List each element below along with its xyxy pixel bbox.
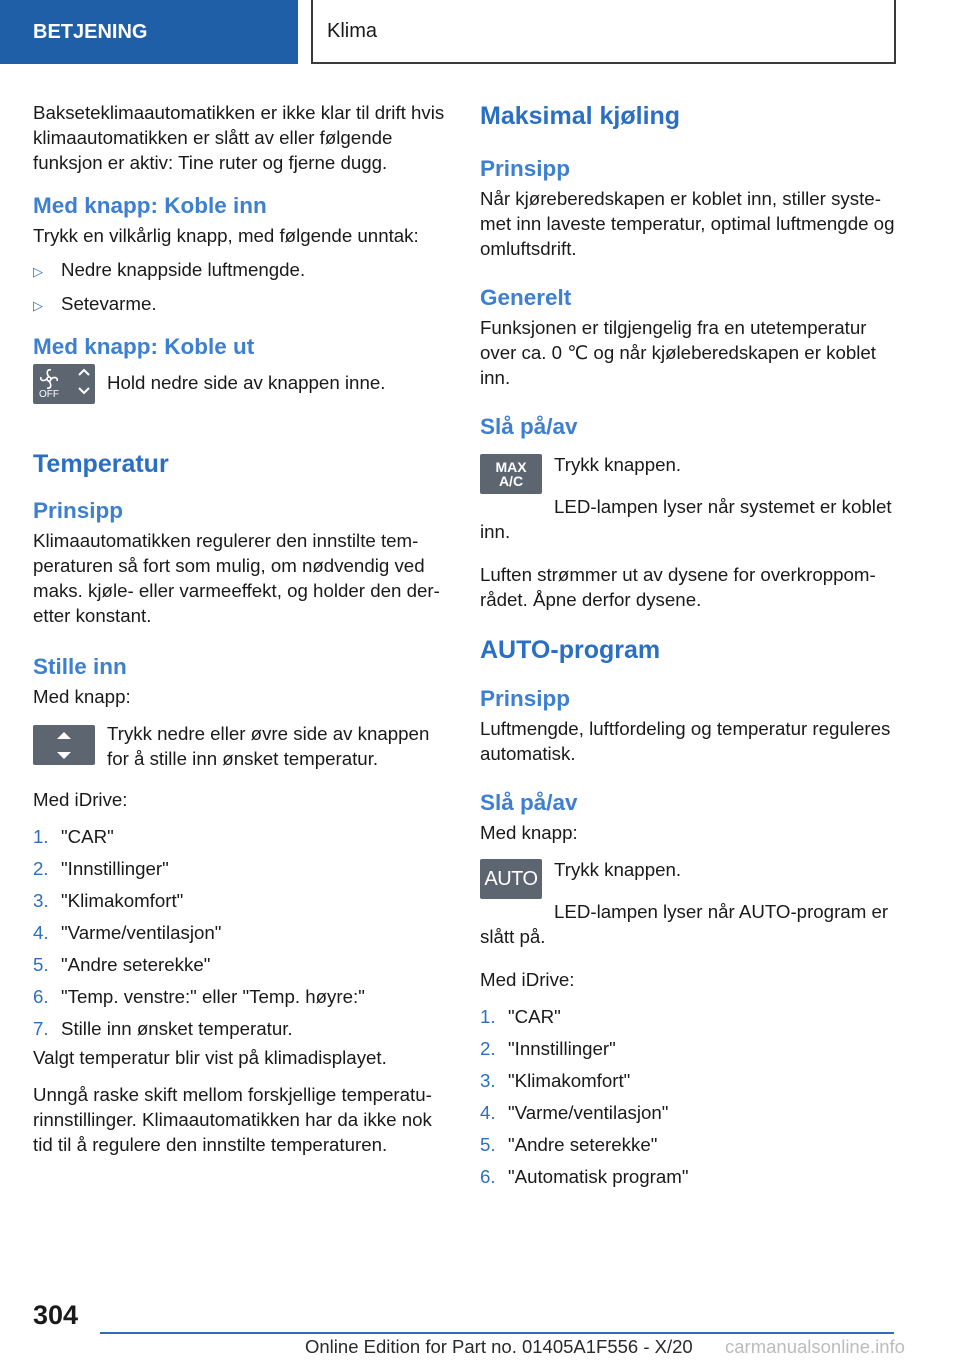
list-item: 3. "Klimakomfort": [480, 1070, 631, 1091]
set-button-text: Trykk nedre eller øvre side av knappen for å stille inn ønsket temperatur.: [107, 723, 430, 769]
step-text: "Klimakomfort": [61, 890, 184, 911]
svg-text:OFF: OFF: [39, 389, 59, 400]
list-item-text: Setevarme.: [61, 293, 157, 314]
max-led-text: LED-lampen lyser når systemet er koblet inn.: [480, 496, 892, 542]
note-avoid: Unngå raske skift mellom forskjellige temperaturinnstillinger. Klimaautomatikken har da ikke nok tid til å regulere den innstilte temperaturen.: [33, 1084, 432, 1155]
off-heading: Med knapp: Koble ut: [33, 334, 255, 359]
max-air-text: Luften strømmer ut av dysene for overkroppområdet. Åpne derfor dysene.: [480, 564, 876, 610]
page-number: 304: [33, 1300, 79, 1330]
list-item: 2. "Innstillinger": [33, 858, 169, 879]
up-down-arrows-icon: [33, 725, 95, 765]
exceptions-list: [33, 257, 448, 318]
section-header: [311, 0, 896, 64]
list-item: 4. "Varme/ventilasjon": [480, 1102, 669, 1123]
list-item: 6. "Automatisk program": [480, 1166, 689, 1187]
step-text: "Innstillinger": [508, 1038, 616, 1059]
edition-text: Online Edition for Part no. 01405A1F556 - X/20: [305, 1336, 693, 1357]
temp-principle-heading: Prinsipp: [33, 498, 124, 523]
section-title: Klima: [327, 19, 378, 42]
step-text: "CAR": [508, 1006, 561, 1027]
step-text: Stille inn ønsket temperatur.: [61, 1018, 293, 1039]
max-ac-instruction: [480, 452, 895, 494]
max-principle-text: Når kjøreberedskapen er koblet inn, stiller systemet inn laveste temperatur, optimal luftmengde og omluftsdrift.: [480, 188, 895, 259]
left-column: [33, 100, 448, 1157]
triangle-bullet-icon: ▷: [33, 298, 43, 313]
set-instruction: [33, 721, 448, 771]
footer-divider: [100, 1332, 894, 1334]
list-item: 7. Stille inn ønsket temperatur.: [33, 1018, 293, 1039]
auto-icon: AUTO: [480, 859, 542, 899]
list-item: 1. "CAR": [480, 1006, 561, 1027]
fan-off-icon: [33, 364, 95, 404]
step-text: "Temp. venstre:" eller "Temp. høyre:": [61, 986, 365, 1007]
list-item: 5. "Andre seterekke": [33, 954, 211, 975]
auto-press-text: Trykk knappen.: [554, 859, 682, 880]
list-item: 2. "Innstillinger": [480, 1038, 616, 1059]
temp-principle-text: Klimaautomatikken regulerer den innstilte temperaturen så fort som mulig, om nødvendig ved maks. kjøle- eller varmeeffekt, og holder den deretter konstant.: [33, 530, 440, 626]
set-heading: Stille inn: [33, 654, 127, 679]
list-item: 1. "CAR": [33, 826, 114, 847]
list-item-text: Nedre knappside luftmengde.: [61, 259, 306, 280]
step-text: "Varme/ventilasjon": [508, 1102, 669, 1123]
list-item: 4. "Varme/ventilasjon": [33, 922, 222, 943]
max-press-text: Trykk knappen.: [554, 454, 682, 475]
intro-paragraph: Bakseteklimaautomatikken er ikke klar til drift hvis klimaautomatikken er slått av eller følgende funksjon er aktiv: Tine ruter og fjerne dugg.: [33, 102, 445, 173]
auto-idrive-label: Med iDrive:: [480, 969, 575, 990]
triangle-bullet-icon: ▷: [33, 264, 43, 279]
right-column: [480, 100, 895, 1196]
on-text: Trykk en vilkårlig knapp, med følgende unntak:: [33, 225, 419, 246]
list-item: 6. "Temp. venstre:" eller "Temp. høyre:": [33, 986, 365, 1007]
step-text: "Varme/ventilasjon": [61, 922, 222, 943]
auto-program-heading: AUTO-program: [480, 636, 661, 664]
watermark: carmanualsonline.info: [725, 1336, 905, 1357]
note-display: Valgt temperatur blir vist på klimadisplayet.: [33, 1047, 387, 1068]
temp-steps-list: [33, 824, 448, 1041]
list-item: [33, 291, 448, 318]
general-text: Funksjonen er tilgjengelig fra en utetemperatur over ca. 0 ℃ og når kjøleberedskapen er koblet inn.: [480, 317, 876, 388]
auto-principle-heading: Prinsipp: [480, 686, 571, 711]
list-item: 3. "Klimakomfort": [33, 890, 184, 911]
step-text: "Andre seterekke": [508, 1134, 658, 1155]
auto-principle-text: Luftmengde, luftfordeling og temperatur reguleres automatisk.: [480, 718, 891, 764]
step-text: "Andre seterekke": [61, 954, 211, 975]
step-text: "CAR": [61, 826, 114, 847]
step-text: "Innstillinger": [61, 858, 169, 879]
step-text: "Automatisk program": [508, 1166, 689, 1187]
auto-steps-list: [480, 1004, 895, 1189]
list-item: 5. "Andre seterekke": [480, 1134, 658, 1155]
list-item: [33, 257, 448, 284]
auto-button-label: Med knapp:: [480, 822, 578, 843]
max-principle-heading: Prinsipp: [480, 156, 571, 181]
auto-instruction: [480, 857, 895, 899]
idrive-label: Med iDrive:: [33, 789, 128, 810]
general-heading: Generelt: [480, 285, 572, 310]
chapter-title: BETJENING: [33, 20, 148, 43]
chapter-tab: [0, 0, 298, 64]
set-button-label: Med knapp:: [33, 686, 131, 707]
off-instruction: [33, 370, 448, 412]
max-ac-icon: MAX A/C: [480, 454, 542, 494]
off-text: Hold nedre side av knappen inne.: [107, 372, 386, 393]
max-cooling-heading: Maksimal kjøling: [480, 102, 681, 130]
on-heading: Med knapp: Koble inn: [33, 193, 267, 218]
auto-led-text: LED-lampen lyser når AUTO-program er slått på.: [480, 901, 889, 947]
max-onoff-heading: Slå på/av: [480, 414, 578, 439]
temperature-heading: Temperatur: [33, 450, 169, 478]
step-text: "Klimakomfort": [508, 1070, 631, 1091]
auto-onoff-heading: Slå på/av: [480, 790, 578, 815]
